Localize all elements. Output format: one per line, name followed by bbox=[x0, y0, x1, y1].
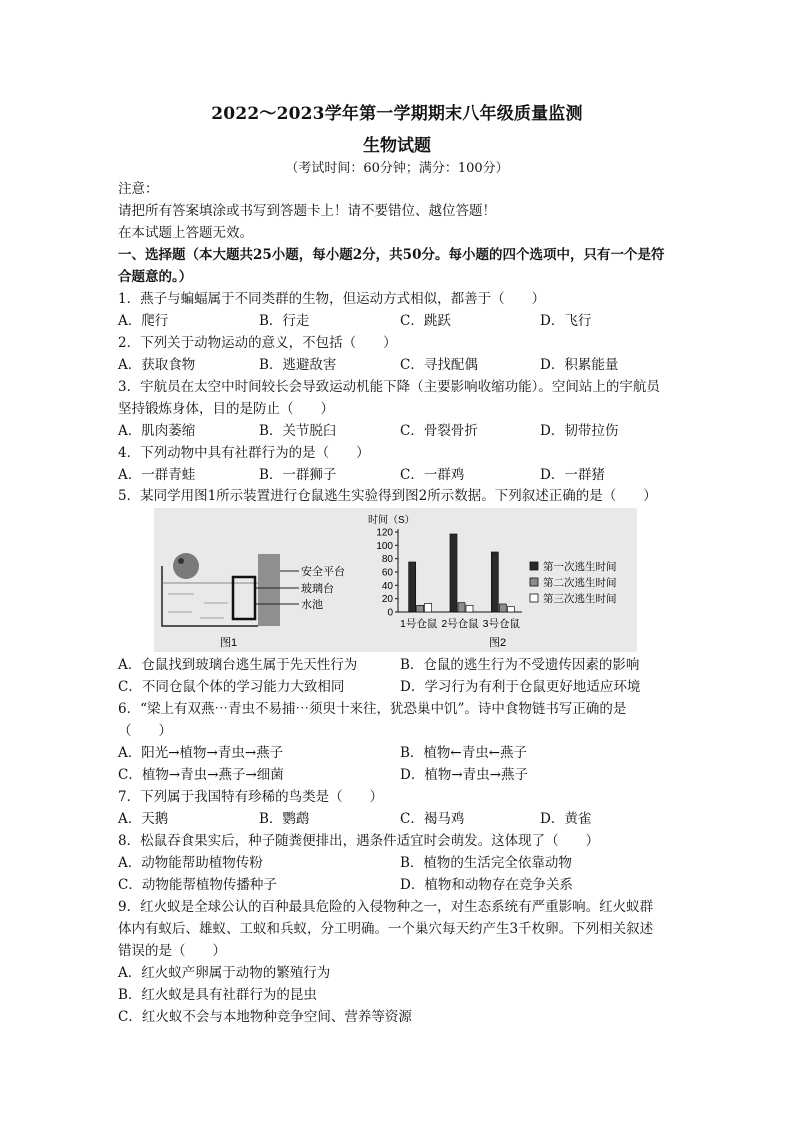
x-tick-label: 3号仓鼠 bbox=[482, 618, 521, 630]
q9-option-a: A．红火蚁产卵属于动物的繁殖行为 bbox=[118, 965, 331, 981]
notice-line-1: 请把所有答案填涂或书写到答题卡上！请不要错位、越位答题！ bbox=[118, 203, 496, 219]
q3-option-d: D．韧带拉伤 bbox=[540, 423, 619, 439]
y-tick-label: 120 bbox=[376, 527, 393, 539]
q6-option-d: D．植物→青虫→燕子 bbox=[400, 767, 528, 783]
q1-option-c: C．跳跃 bbox=[400, 313, 451, 329]
q2-option-b: B．逃避敌害 bbox=[259, 357, 337, 373]
safety-platform bbox=[258, 554, 280, 626]
q2-option-c: C．寻找配偶 bbox=[400, 357, 478, 373]
section-heading-cont: 合题意的。） bbox=[118, 269, 193, 285]
q5-option-c: C．不同仓鼠个体的学习能力大致相同 bbox=[118, 679, 345, 695]
x-tick-labels bbox=[400, 617, 521, 630]
bar bbox=[458, 603, 465, 612]
fig1-caption: 图1 bbox=[220, 637, 238, 649]
y-tick-label: 20 bbox=[381, 594, 393, 606]
legend bbox=[530, 560, 617, 605]
legend-label: 第二次逃生时间 bbox=[543, 577, 617, 589]
legend-swatch bbox=[530, 594, 538, 602]
hamster-image bbox=[173, 553, 199, 579]
q2-option-d: D．积累能量 bbox=[540, 357, 619, 373]
q4-option-c: C．一群鸡 bbox=[400, 467, 465, 483]
q9-option-c: C．红火蚁不会与本地物种竞争空间、营养等资源 bbox=[118, 1009, 412, 1025]
q7-option-c: C．褐马鸡 bbox=[400, 811, 465, 827]
question-7-stem: 7．下列属于我国特有珍稀的鸟类是（ ） bbox=[118, 789, 384, 805]
notice-line-2: 在本试题上答题无效。 bbox=[118, 225, 253, 241]
q6-option-b: B．植物←青虫←燕子 bbox=[400, 745, 528, 761]
bar bbox=[507, 607, 514, 612]
label-water-pool: 水池 bbox=[301, 599, 323, 611]
y-tick-label: 100 bbox=[376, 540, 393, 552]
q9-option-b: B．红火蚁是具有社群行为的昆虫 bbox=[118, 987, 317, 1003]
question-5-stem: 5．某同学用图1所示装置进行仓鼠逃生实验得到图2所示数据。下列叙述正确的是（ ） bbox=[118, 488, 657, 504]
question-4-stem: 4．下列动物中具有社群行为的是（ ） bbox=[118, 445, 370, 461]
q1-option-a: A．爬行 bbox=[118, 313, 169, 329]
q6-option-a: A．阳光→植物→青虫→燕子 bbox=[118, 745, 284, 761]
q5-option-b: B．仓鼠的逃生行为不受遗传因素的影响 bbox=[400, 657, 640, 673]
q1-option-d: D．飞行 bbox=[540, 313, 592, 329]
question-9-stem-cont: 体内有蚁后、雄蚁、工蚁和兵蚁，分工明确。一个巢穴每天约产生3千枚卵。下列相关叙述 bbox=[118, 921, 654, 937]
bar bbox=[466, 605, 473, 612]
q3-option-c: C．骨裂骨折 bbox=[400, 423, 478, 439]
notice-label: 注意： bbox=[118, 181, 159, 197]
y-tick-label: 80 bbox=[381, 554, 393, 566]
question-2-stem: 2．下列关于动物运动的意义，不包括（ ） bbox=[118, 335, 397, 351]
experiment-figure bbox=[154, 508, 637, 652]
q4-option-b: B．一群狮子 bbox=[259, 467, 337, 483]
exam-info: （考试时间：60分钟；满分：100分） bbox=[285, 161, 509, 176]
q6-option-c: C．植物→青虫→燕子→细菌 bbox=[118, 767, 284, 783]
q7-option-b: B．鹦鹉 bbox=[259, 811, 310, 827]
q3-option-a: A．肌肉萎缩 bbox=[118, 423, 196, 439]
label-safety-platform: 安全平台 bbox=[301, 566, 345, 578]
question-9-stem-cont-2: 错误的是（ ） bbox=[118, 943, 226, 959]
q8-option-d: D．植物和动物存在竞争关系 bbox=[400, 877, 573, 893]
question-3-stem: 3．宇航员在太空中时间较长会导致运动机能下降（主要影响收缩功能）。空间站上的宇航员 bbox=[118, 379, 660, 395]
q8-option-c: C．动物能帮植物传播种子 bbox=[118, 877, 277, 893]
bar bbox=[499, 604, 506, 612]
question-6-stem: 6．“梁上有双燕⋯青虫不易捕⋯须臾十来往，犹恐巢中饥”。诗中食物链书写正确的是 bbox=[118, 701, 627, 717]
section-heading: 一、选择题（本大题共25小题，每小题2分，共50分。每小题的四个选项中，只有一个是符 bbox=[118, 247, 665, 263]
q5-option-a: A．仓鼠找到玻璃台逃生属于先天性行为 bbox=[118, 657, 358, 673]
q5-option-d: D．学习行为有利于仓鼠更好地适应环境 bbox=[400, 679, 641, 695]
label-glass-platform: 玻璃台 bbox=[301, 583, 334, 595]
x-tick-label: 1号仓鼠 bbox=[399, 618, 438, 630]
legend-swatch bbox=[530, 562, 538, 570]
bar bbox=[450, 534, 457, 612]
bar bbox=[409, 562, 416, 612]
question-3-stem-cont: 坚持锻炼身体，目的是防止（ ） bbox=[118, 401, 334, 417]
y-tick-label: 60 bbox=[381, 567, 393, 579]
q4-option-a: A．一群青蛙 bbox=[118, 467, 196, 483]
q8-option-b: B．植物的生活完全依靠动物 bbox=[400, 855, 572, 871]
question-1-stem: 1．燕子与蝙蝠属于不同类群的生物，但运动方式相似，都善于（ ） bbox=[118, 291, 546, 307]
y-tick-label: 40 bbox=[381, 580, 393, 592]
q1-option-b: B．行走 bbox=[259, 313, 310, 329]
hamster-eye bbox=[178, 558, 184, 564]
q7-option-a: A．天鹅 bbox=[118, 811, 169, 827]
fig2-caption: 图2 bbox=[489, 637, 507, 649]
legend-label: 第三次逃生时间 bbox=[543, 593, 617, 605]
question-8-stem: 8．松鼠吞食果实后，种子随粪便排出，遇条件适宜时会萌发。这体现了（ ） bbox=[118, 833, 600, 849]
q8-option-a: A．动物能帮助植物传粉 bbox=[118, 855, 263, 871]
q3-option-b: B．关节脱臼 bbox=[259, 423, 337, 439]
subject-title: 生物试题 bbox=[363, 136, 431, 156]
question-6-stem-cont: （ ） bbox=[118, 723, 172, 739]
figure-svg bbox=[154, 508, 637, 652]
question-9-stem: 9．红火蚁是全球公认的百种最具危险的入侵物种之一，对生态系统有严重影响。红火蚁群 bbox=[118, 899, 654, 915]
bar bbox=[417, 605, 424, 612]
q7-option-d: D．黄雀 bbox=[540, 811, 592, 827]
legend-swatch bbox=[530, 578, 538, 586]
legend-label: 第一次逃生时间 bbox=[543, 561, 617, 573]
q2-option-a: A．获取食物 bbox=[118, 357, 196, 373]
bar bbox=[491, 552, 498, 612]
q4-option-d: D．一群猪 bbox=[540, 467, 605, 483]
x-tick-label: 2号仓鼠 bbox=[441, 618, 479, 630]
exam-title: 2022～2023学年第一学期期末八年级质量监测 bbox=[211, 104, 583, 124]
bar bbox=[425, 603, 432, 612]
y-axis-label: 时间（S） bbox=[368, 515, 415, 526]
y-tick-label: 0 bbox=[387, 607, 393, 619]
